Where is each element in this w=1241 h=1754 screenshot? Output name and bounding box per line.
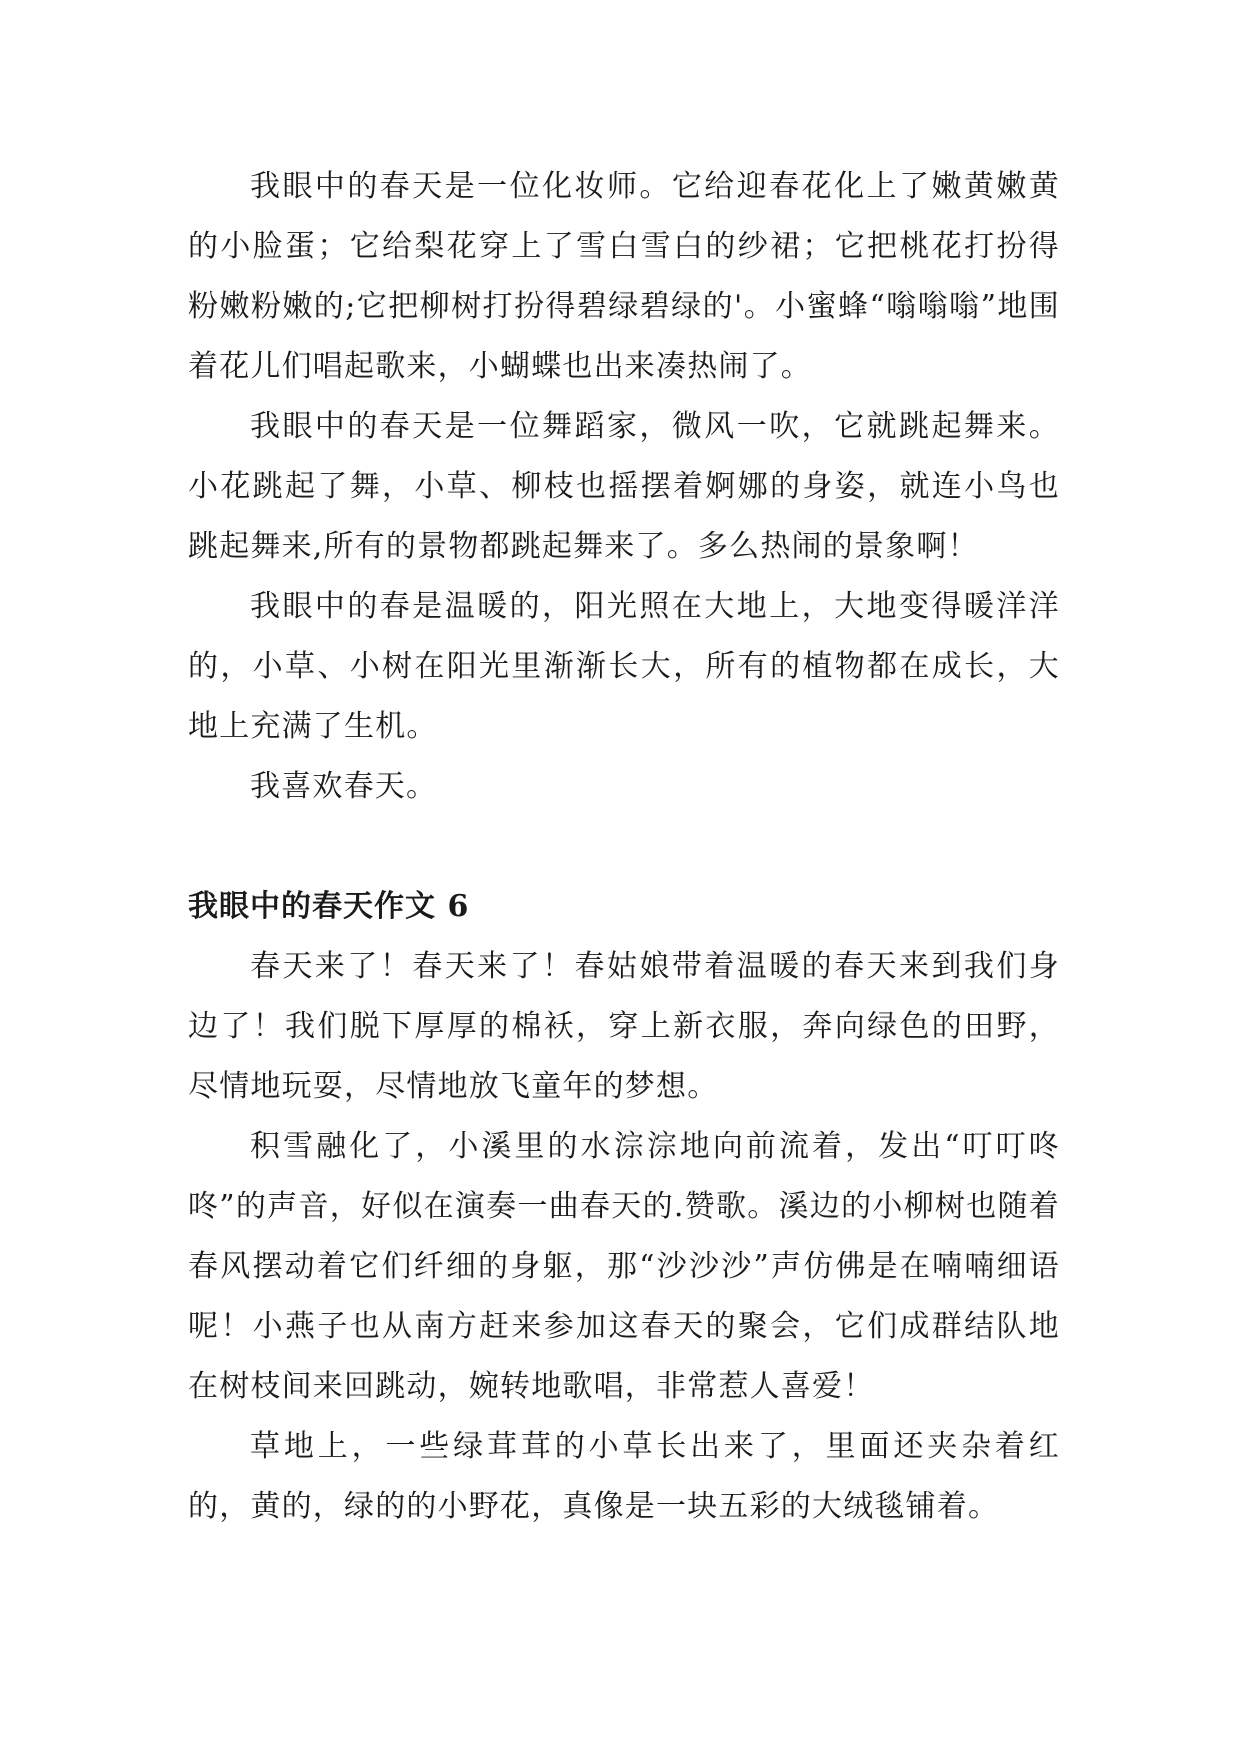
paragraph: 春天来了！春天来了！春姑娘带着温暖的春天来到我们身边了！我们脱下厚厚的棉袄，穿上新衣服，奔向绿色的田野，尽情地玩耍，尽情地放飞童年的梦想。: [188, 949, 1060, 1104]
paragraph: 积雪融化了，小溪里的水淙淙地向前流着，发出“叮叮咚咚”的声音，好似在演奏一曲春天的.赞歌。溪边的小柳树也随着春风摆动着它们纤细的身躯，那“沙沙沙”声仿佛是在喃喃细语呢！小燕子也从南方赶来参加这春天的聚会，它们成群结队地在树枝间来回跳动，婉转地歌唱，非常惹人喜爱！: [188, 1129, 1060, 1404]
section-heading: 我眼中的春天作文 6: [188, 889, 470, 924]
paragraph: 我眼中的春天是一位化妆师。它给迎春花化上了嫩黄嫩黄的小脸蛋；它给梨花穿上了雪白雪白的纱裙；它把桃花打扮得粉嫩粉嫩的;它把柳树打扮得碧绿碧绿的'。小蜜蜂“嗡嗡嗡”地围着花儿们唱起歌来，小蝴蝶也出来凑热闹了。: [188, 169, 1060, 384]
paragraph: 我眼中的春是温暖的，阳光照在大地上，大地变得暖洋洋的，小草、小树在阳光里渐渐长大，所有的植物都在成长，大地上充满了生机。: [188, 589, 1060, 744]
paragraph: 草地上，一些绿茸茸的小草长出来了，里面还夹杂着红的，黄的，绿的的小野花，真像是一块五彩的大绒毯铺着。: [188, 1429, 1060, 1524]
paragraph: 我喜欢春天。: [250, 769, 438, 804]
paragraph: 我眼中的春天是一位舞蹈家，微风一吹，它就跳起舞来。小花跳起了舞，小草、柳枝也摇摆着婀娜的身姿，就连小鸟也跳起舞来,所有的景物都跳起舞来了。多么热闹的景象啊！: [188, 409, 1060, 564]
document-body: [188, 157, 1060, 1537]
